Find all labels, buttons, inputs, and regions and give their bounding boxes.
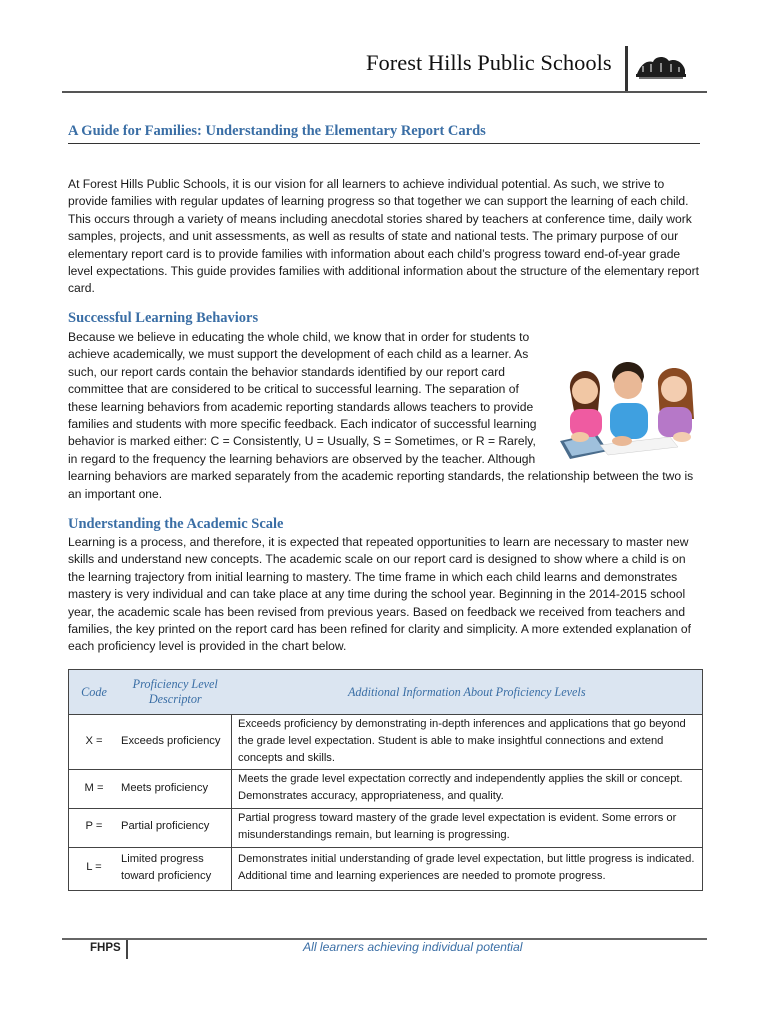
- row-code: L =: [69, 847, 120, 890]
- children-photo-image: [560, 349, 700, 467]
- footer-tagline: All learners achieving individual potential: [303, 940, 523, 954]
- header-descriptor: Proficiency Level Descriptor: [119, 670, 232, 715]
- children-photo: [560, 349, 700, 467]
- header-rule: [62, 91, 707, 93]
- footer-divider: [126, 940, 128, 959]
- section-heading-learning-behaviors: Successful Learning Behaviors: [68, 310, 259, 326]
- row-info: Demonstrates initial understanding of grade level expectation, but little progress is indicated. Additional time and learning experiences are needed to promote progress.: [232, 847, 703, 890]
- row-code: M =: [69, 770, 120, 809]
- row-info: Meets the grade level expectation correctly and independently applies the skill or concept. Demonstrates accuracy, appropriateness, and quality.: [232, 770, 703, 809]
- learning-behaviors-text: Because we believe in educating the whole child, we know that in order for students to achieve academically, we must support the development of each child as a learner. As such, our report cards contain the behavior standards identified by our report card committee that are considered to be critical to successful learning. The separation of these learning behaviors from academic reporting standards allows teachers to provide families and students with more specific feedback. Each indicator of successful learning behavior is marked either: C = Consistently, U = Usually, S = Sometimes, or R = Rarely, in regard to the frequency the learning behaviors are observed by the teacher. Although learning behaviors are marked separately from the academic reporting standards, the relationship between the two is an important one.: [68, 330, 694, 501]
- footer-abbreviation: FHPS: [90, 942, 121, 954]
- table-row: [69, 808, 703, 847]
- tree-landscape-logo-icon: [635, 52, 687, 80]
- table-header-row: [69, 670, 703, 715]
- header-divider: [625, 46, 628, 91]
- proficiency-table: [68, 669, 703, 891]
- row-descriptor: Limited progress toward proficiency: [119, 847, 232, 890]
- learning-behaviors-paragraph: [68, 329, 700, 503]
- row-code: P =: [69, 808, 120, 847]
- row-descriptor: Meets proficiency: [119, 770, 232, 809]
- row-code: X =: [69, 715, 120, 770]
- table-row: [69, 770, 703, 809]
- page-title: A Guide for Families: Understanding the Elementary Report Cards: [68, 123, 700, 144]
- school-name: Forest Hills Public Schools: [366, 50, 612, 75]
- table-row: [69, 847, 703, 890]
- header-code: Code: [69, 670, 120, 715]
- header-additional-info: Additional Information About Proficiency Levels: [232, 670, 703, 715]
- intro-paragraph: At Forest Hills Public Schools, it is our vision for all learners to achieve individual potential. As such, we strive to provide families with regular updates of learning progress so that together we can support the learning of each child. This occurs through a variety of means including anecdotal stories shared by teachers at conference time, daily work samples, projects, and unit assessments, as well as results of state and national tests. The primary purpose of our elementary report card is to provide families with information about each child’s progress toward end-of-year grade level expectations. This guide provides families with additional information about the structure of the elementary report card.: [68, 177, 700, 296]
- academic-scale-paragraph: Learning is a process, and therefore, it is expected that repeated opportunities to learn are necessary to master new skills and understand new concepts. The academic scale on our report card is designed to show where a child is on the learning trajectory from initial learning to mastery. The time frame in which each child learns and demonstrates mastery is very individual and can take place at any time during the school year. Beginning in the 2014-2015 school year, the academic scale has been revised from previous years. Based on feedback we received from teachers and families, the key printed on the report card has been refined for clarity and simplicity. A more extended explanation of each proficiency level is provided in the chart below.: [68, 535, 691, 654]
- row-descriptor: Exceeds proficiency: [119, 715, 232, 770]
- row-info: Exceeds proficiency by demonstrating in-depth inferences and applications that go beyond the grade level expectation. Student is able to make insightful connections and extend concepts and skills.: [232, 715, 703, 770]
- section-heading-academic-scale: Understanding the Academic Scale: [68, 516, 284, 532]
- row-descriptor: Partial proficiency: [119, 808, 232, 847]
- table-row: [69, 715, 703, 770]
- row-info: Partial progress toward mastery of the grade level expectation is evident. Some errors or misunderstandings remain, but learning is progressing.: [232, 808, 703, 847]
